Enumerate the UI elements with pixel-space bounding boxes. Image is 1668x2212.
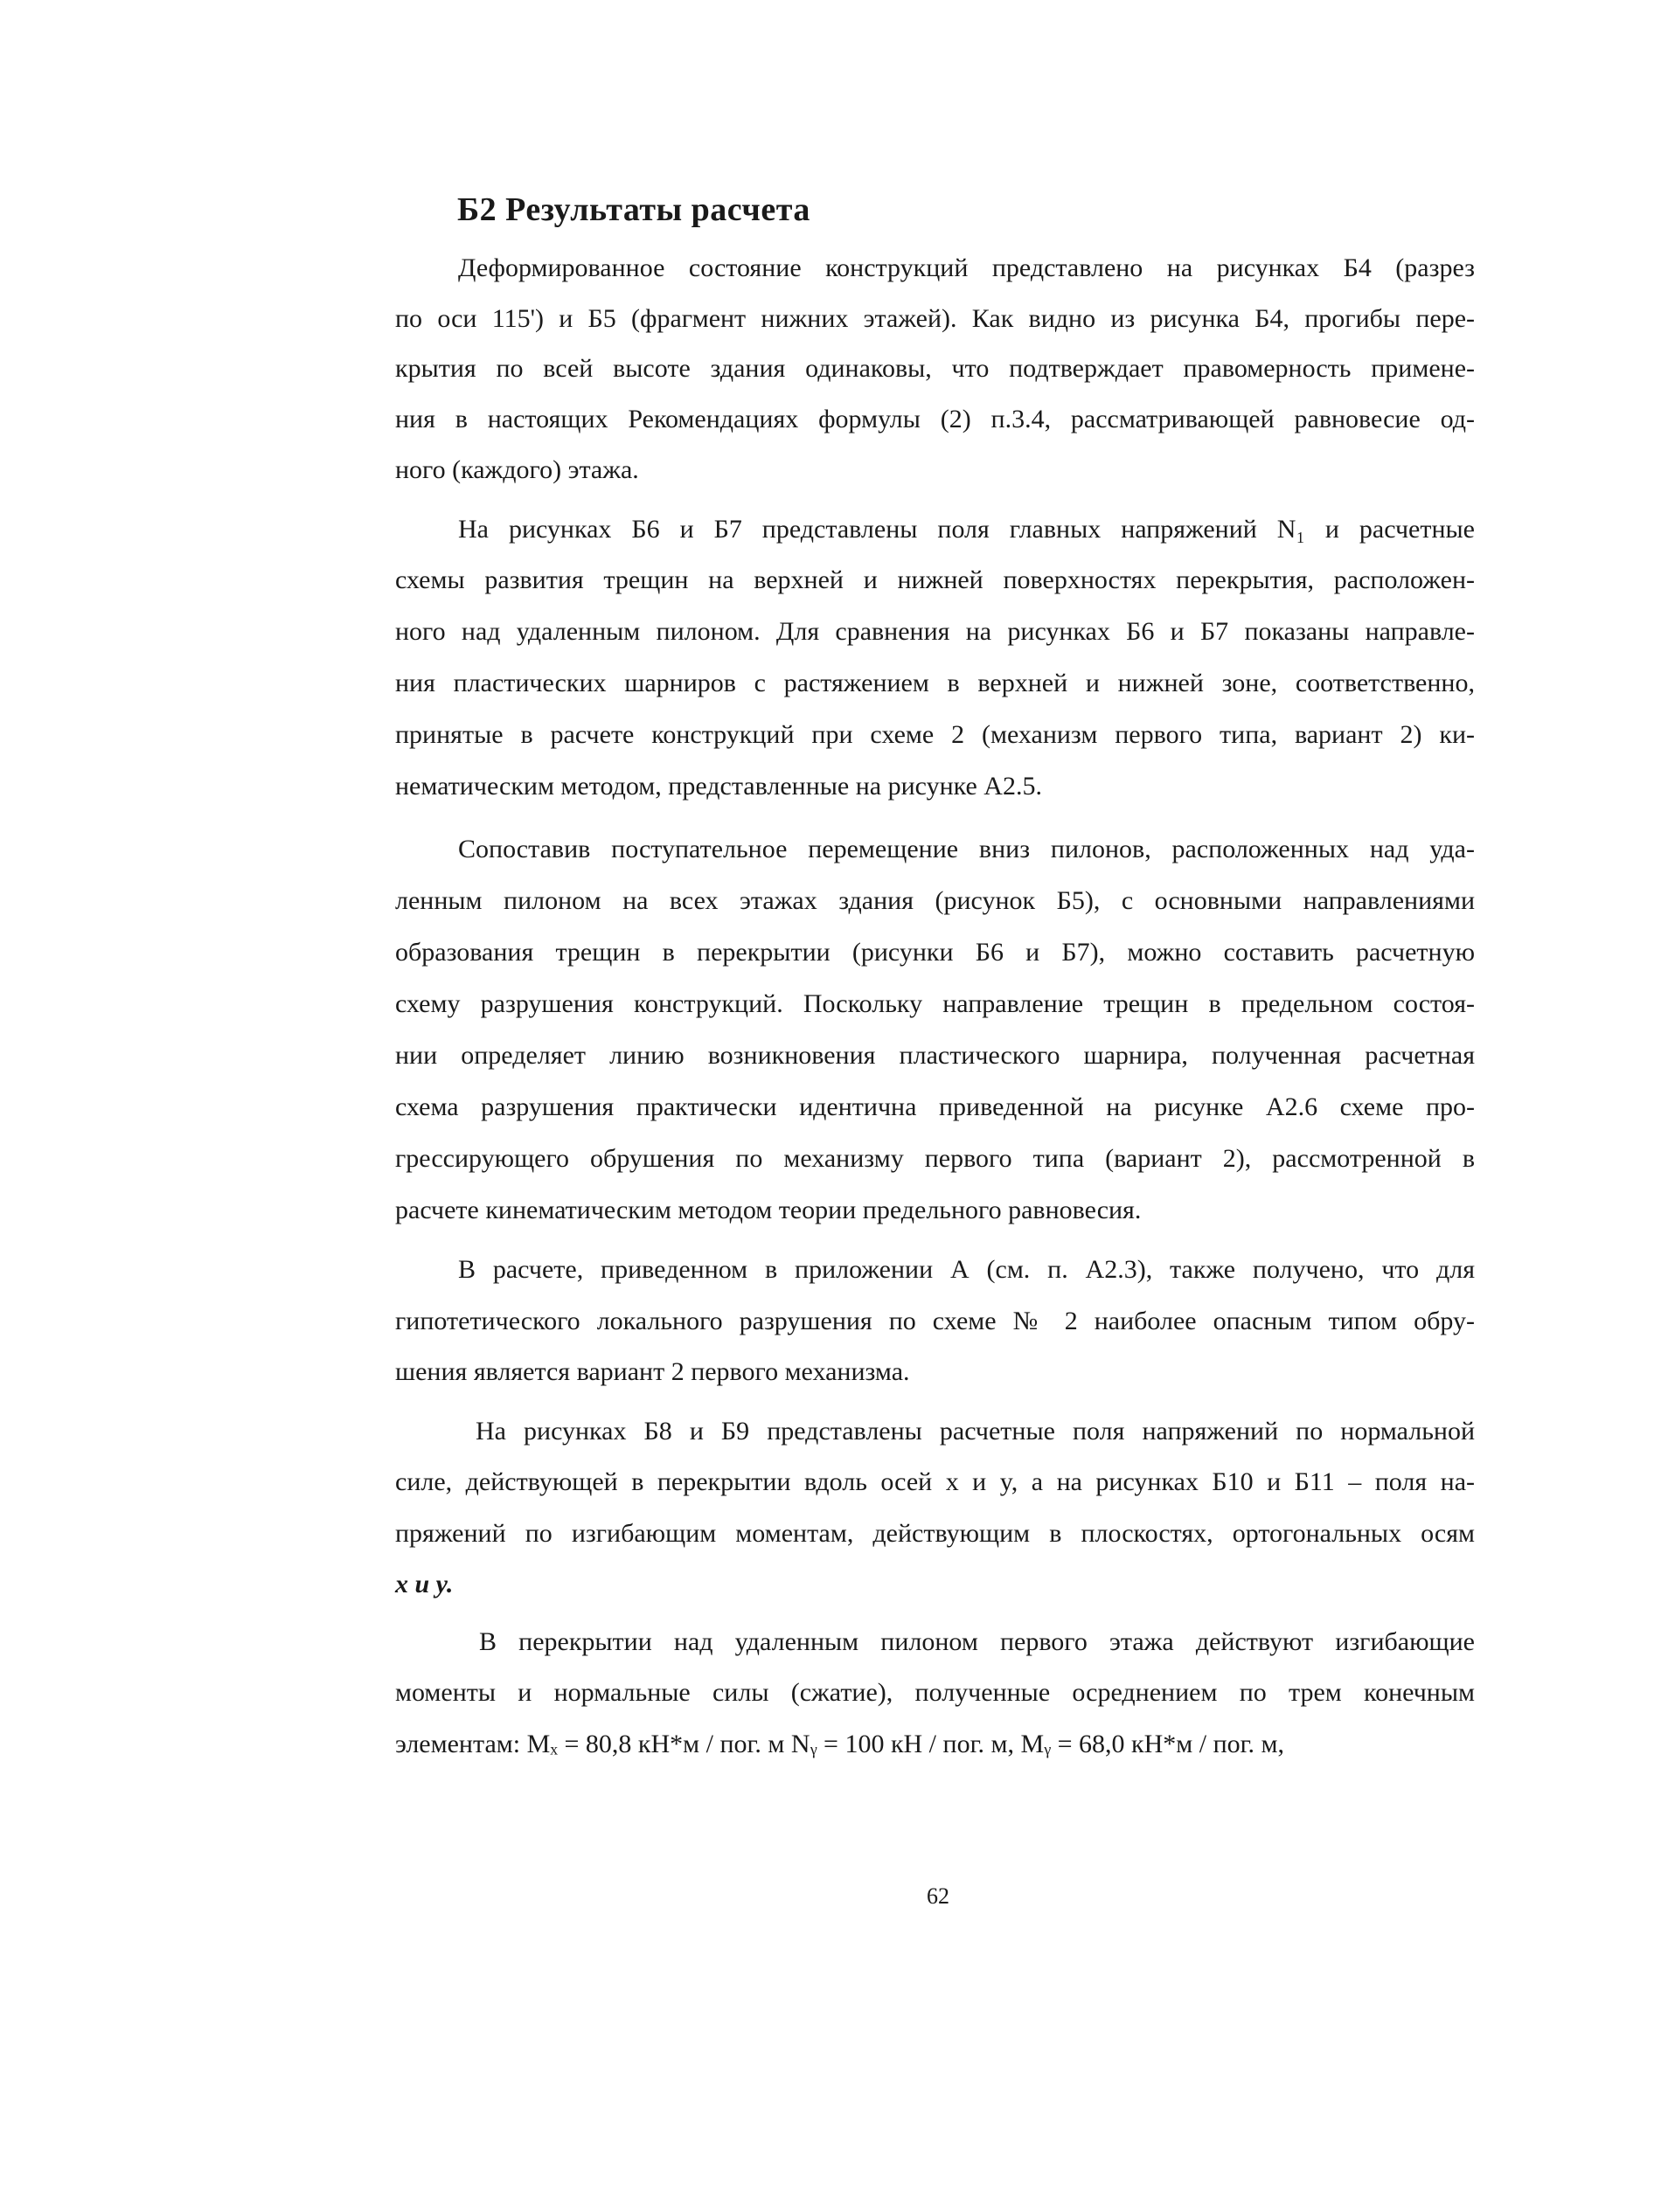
- text-line: пряжений по изгибающим моментам, действующим в плоскостях, ортогональных осям: [395, 1519, 1475, 1548]
- text-line: ния в настоящих Рекомендациях формулы (2) п.3.4, рассматривающей равновесие од-: [395, 405, 1475, 433]
- text-line: шения является вариант 2 первого механизма.: [395, 1357, 910, 1386]
- text-line: На рисунках Б8 и Б9 представлены расчетные поля напряжений по нормальной: [476, 1417, 1475, 1446]
- text-line: На рисунках Б6 и Б7 представлены поля главных напряжений N₁ и расчетные: [458, 515, 1475, 544]
- text-line: x и y.: [395, 1570, 454, 1598]
- page-number: 62: [927, 1883, 949, 1909]
- text-line: нии определяет линию возникновения пластического шарнира, полученная расчетная: [395, 1041, 1475, 1070]
- text-line: схемы развития трещин на верхней и нижней поверхностях перекрытия, расположен-: [395, 565, 1475, 594]
- text-line: ного над удаленным пилоном. Для сравнения на рисунках Б6 и Б7 показаны направле-: [395, 617, 1475, 646]
- text-line: принятые в расчете конструкций при схеме 2 (механизм первого типа, вариант 2) ки-: [395, 720, 1475, 749]
- text-line: нематическим методом, представленные на рисунке А2.5.: [395, 772, 1042, 801]
- text-line: крытия по всей высоте здания одинаковы, что подтверждает правомерность примене-: [395, 354, 1475, 383]
- text-line: по оси 115') и Б5 (фрагмент нижних этажей). Как видно из рисунка Б4, прогибы пере-: [395, 304, 1475, 333]
- text-line: Сопоставив поступательное перемещение вниз пилонов, расположенных над уда-: [458, 835, 1475, 863]
- text-line: образования трещин в перекрытии (рисунки Б6 и Б7), можно составить расчетную: [395, 938, 1475, 967]
- text-line: В расчете, приведенном в приложении А (см. п. А2.3), также получено, что для: [458, 1255, 1475, 1284]
- text-line: схема разрушения практически идентична приведенной на рисунке А2.6 схеме про-: [395, 1092, 1475, 1121]
- text-line: ния пластических шарниров с растяжением в верхней и нижней зоне, соответственно,: [395, 669, 1475, 697]
- section-heading: Б2 Результаты расчета: [457, 191, 810, 228]
- text-line: Деформированное состояние конструкций представлено на рисунках Б4 (разрез: [458, 253, 1475, 282]
- text-line: силе, действующей в перекрытии вдоль осей x и y, а на рисунках Б10 и Б11 – поля на-: [395, 1467, 1475, 1496]
- text-line: В перекрытии над удаленным пилоном первого этажа действуют изгибающие: [479, 1627, 1475, 1656]
- text-line: схему разрушения конструкций. Поскольку направление трещин в предельном состоя-: [395, 989, 1475, 1018]
- text-line: расчете кинематическим методом теории предельного равновесия.: [395, 1196, 1142, 1224]
- text-line: грессирующего обрушения по механизму первого типа (вариант 2), рассмотренной в: [395, 1144, 1475, 1173]
- text-line: ленным пилоном на всех этажах здания (рисунок Б5), с основными направлениями: [395, 886, 1475, 915]
- text-line: элементам: Mₓ = 80,8 кН*м / пог. м Nᵧ = 100 кН / пог. м, Mᵧ = 68,0 кН*м / пог. м,: [395, 1730, 1285, 1758]
- text-line: ного (каждого) этажа.: [395, 455, 639, 484]
- text-line: моменты и нормальные силы (сжатие), полученные осреднением по трем конечным: [395, 1678, 1475, 1707]
- text-line: гипотетического локального разрушения по схеме № 2 наиболее опасным типом обру-: [395, 1307, 1475, 1335]
